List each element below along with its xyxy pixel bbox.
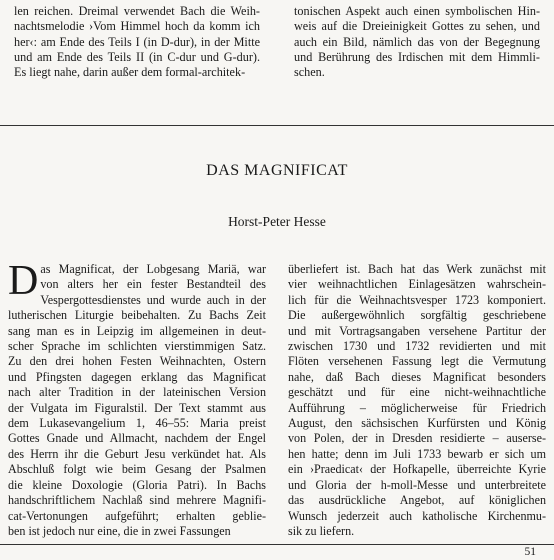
text-line: scher Sprache im schlichten vierstimmigen Satz. [8, 339, 266, 354]
text-line: weis auf die Dreieinigkeit Gottes zu sehen, und [294, 19, 540, 34]
article-title: DAS MAGNIFICAT [206, 162, 348, 179]
text-line: Vespergottesdienstes und wurde auch in der [40, 292, 266, 307]
text-line: as Magnificat, der Lobgesang Mariä, war [40, 262, 266, 276]
text-line: geschätzt und für eine nicht-weihnachtliche [288, 385, 546, 400]
text-line: nach alter Tradition in der lateinischen Version [8, 385, 266, 400]
text-line: schen. [294, 65, 325, 80]
text-line: Flöten versehenen Fassung legt die Vermutung [288, 354, 546, 369]
top-right-column [294, 4, 540, 104]
article-body [8, 258, 546, 539]
text-line: lich für die Weihnachtsvesper 1723 komponiert. [288, 292, 546, 307]
text-line: handschriftlichem Nachlaß sind mehrere Magnifi- [8, 493, 266, 508]
text-line: Gottes Gnade und Allmacht, nachdem der Engel [8, 431, 266, 446]
text-line: lutherischen Liturgie beibehalten. Zu Bachs Zeit [8, 308, 266, 323]
text-line: und mit Vortragsangaben versehene Partitur der [288, 323, 546, 338]
text-line: des Herrn ihr die Geburt Jesu verkündet hat. Als [8, 446, 266, 461]
text-line: und Pfingsten dagegen erklang das Magnificat [8, 369, 266, 384]
article-author: Horst-Peter Hesse [228, 214, 326, 229]
body-right-column [288, 262, 546, 539]
text-line: und Gloria der h-moll-Messe und unterbreitete [288, 477, 546, 492]
text-line: von Polen, der in Dresden residierte – auserse- [288, 431, 546, 446]
text-line: her‹: am Ende des Teils I (in D-dur), in der Mitte [14, 34, 260, 49]
top-left-column [14, 4, 260, 104]
text-line: sik zu liefern. [288, 523, 355, 538]
text-line: und Berührung des Irdischen mit dem Himmli- [294, 49, 540, 64]
text-line: vier weihnachtlichen Einlagesätzen wahrschein- [288, 277, 546, 292]
text-line: Zu den drei hohen Festen Weihnachten, Ostern [8, 354, 266, 369]
text-line: sang man es in Leipzig im allgemeinen in deut- [8, 323, 266, 338]
text-line: das ausdrückliche Angebot, auf königlichen [288, 493, 546, 508]
text-line: und am Ende des Teils II (in C-dur und G-dur). [14, 49, 260, 64]
text-line: von alters her ein fester Bestandteil des [40, 277, 266, 292]
previous-article-text [14, 4, 540, 104]
text-line: Die außergewöhnlich sorgfältig geschriebene [288, 308, 546, 323]
text-line: cat-Vertonungen aufgeführt; erhalten geblie- [8, 508, 266, 523]
text-line: der Vulgata im Figuralstil. Der Text stammt aus [8, 400, 266, 415]
text-line: nachtsmelodie ›Vom Himmel hoch da komm ich [14, 19, 260, 34]
text-line: August, den sächsischen Kurfürsten und König [288, 416, 546, 431]
section-divider [0, 125, 554, 126]
text-line: nahe, daß Bach dieses Magnificat besonders [288, 369, 546, 384]
text-line: Abschluß folgt wie beim Gesang der Psalmen [8, 462, 266, 477]
text-line: tonischen Aspekt auch einen symbolischen Hin- [294, 4, 540, 18]
text-line: ben ist jedoch nur eine, die in zwei Fassungen [8, 523, 231, 538]
text-line: zwischen 1730 und 1732 revidierten und mit [288, 339, 546, 354]
body-left-column [8, 258, 266, 539]
text-line: Aufführung – möglicherweise für Friedrich [288, 400, 546, 415]
text-line: überliefert ist. Bach hat das Werk zunächst mit [288, 262, 546, 276]
text-line: dem Lukasevangelium 1, 46–55: Maria preist [8, 416, 266, 431]
text-line: Es liegt nahe, darin außer dem formal-architek- [14, 65, 246, 80]
page-number: 51 [524, 546, 536, 558]
text-line: auch ein Bild, nämlich das von der Begegnung [294, 34, 540, 49]
text-line: len reichen. Dreimal verwendet Bach die Weih- [14, 4, 260, 18]
text-line: die kleine Doxologie (Gloria Patri). In Bachs [8, 477, 266, 492]
drop-cap: D [8, 258, 39, 304]
text-line: ein ›Praedicat‹ der Hofkapelle, überreichte Kyrie [288, 462, 546, 477]
text-line: hen hatte; denn im Juli 1733 bewarb er sich um [288, 446, 546, 461]
text-line: Wunsch jederzeit auch katholische Kirchenmu- [288, 508, 546, 523]
footer-rule [0, 544, 554, 545]
